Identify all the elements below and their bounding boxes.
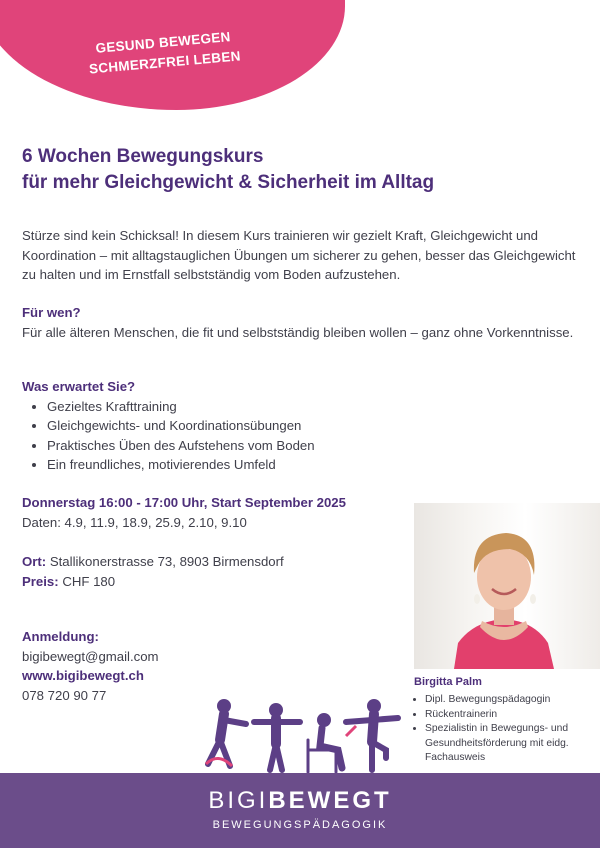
- page-title: [22, 144, 582, 196]
- location-value: Stallikonerstrasse 73, 8903 Birmensdorf: [46, 554, 284, 569]
- registration-web[interactable]: www.bigibewegt.ch: [22, 668, 144, 683]
- audience-section: [22, 303, 582, 342]
- banner-line-1: GESUND BEWEGEN: [94, 29, 232, 56]
- price-value: CHF 180: [58, 573, 116, 589]
- schedule-main: Donnerstag 16:00 - 17:00 Uhr, Start September 2025: [22, 495, 346, 510]
- audience-heading: Für wen?: [22, 305, 81, 320]
- exercise-figures-illustration: [196, 696, 406, 774]
- credential-item: • Dipl. Bewegungspädagogin: [425, 693, 597, 708]
- expect-item: • Ein freundliches, motivierendes Umfeld: [47, 455, 582, 475]
- expect-item: • Gleichgewichts- und Koordinationsübungen: [47, 416, 582, 436]
- schedule-dates: Daten: 4.9, 11.9, 18.9, 25.9, 2.10, 9.10: [22, 514, 247, 530]
- registration-section: [22, 627, 322, 705]
- credential-item: • Rückentrainerin: [425, 708, 597, 723]
- expect-item: • Praktisches Üben des Aufstehens vom Boden: [47, 436, 582, 456]
- expect-heading: Was erwartet Sie?: [22, 379, 136, 394]
- trainer-credentials: [407, 693, 597, 766]
- banner-line-2: SCHMERZFREI LEBEN: [88, 48, 242, 77]
- brand-tagline: BEWEGUNGSPÄDAGOGIK: [212, 819, 388, 831]
- expect-item: • Gezieltes Krafttraining: [47, 397, 582, 417]
- expect-section: [22, 377, 582, 475]
- title-line-1: 6 Wochen Bewegungskurs: [22, 146, 264, 167]
- expect-list: [22, 397, 582, 475]
- brand-part-1: BIGI: [208, 787, 269, 814]
- brand-part-2: BEWEGT: [268, 787, 392, 814]
- intro-text: Stürze sind kein Schicksal! In diesem Kurs trainieren wir gezielt Kraft, Gleichgewicht und Koordination – mit alltagstauglichen Übungen um sicherer zu gehen, besser das Gleichgewicht zu halten und im Ernstfall selbstständig vom Boden aufzustehen.: [22, 228, 576, 282]
- title-line-2: für mehr Gleichgewicht & Sicherheit im Alltag: [22, 172, 435, 193]
- registration-heading: Anmeldung:: [22, 629, 99, 644]
- location-label: Ort:: [22, 554, 47, 569]
- trainer-name: Birgitta Palm: [414, 676, 482, 688]
- registration-phone: 078 720 90 77: [22, 687, 107, 703]
- brand-logo: [0, 787, 600, 815]
- credential-item: • Spezialistin in Bewegungs- und Gesundheitsförderung mit eidg. Fachausweis: [425, 722, 597, 766]
- trainer-photo: [414, 503, 600, 669]
- registration-email[interactable]: bigibewegt@gmail.com: [22, 648, 159, 664]
- audience-text: Für alle älteren Menschen, die fit und selbstständig bleiben wollen – ganz ohne Vorkenntnisse.: [22, 324, 574, 340]
- price-label: Preis:: [22, 573, 59, 589]
- footer-bar: [0, 773, 600, 848]
